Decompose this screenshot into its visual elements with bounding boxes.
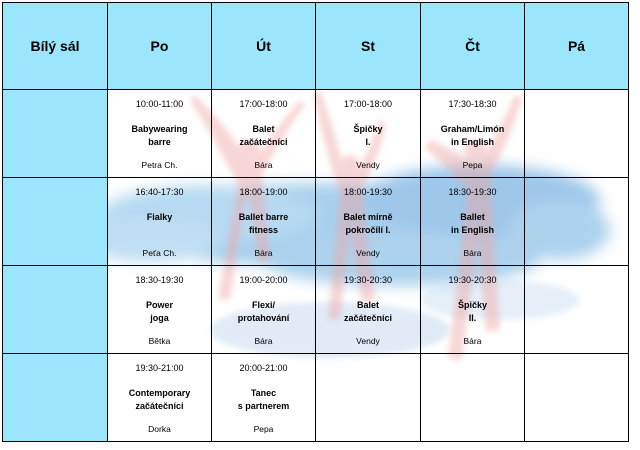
class-cell [108, 178, 212, 266]
class-time: 18:00-19:00 [239, 187, 288, 197]
day-header-wednesday: St [316, 3, 421, 90]
class-cell [212, 90, 316, 178]
class-cell [108, 90, 212, 178]
class-teacher: Vendy [356, 248, 380, 258]
day-header-monday: Po [108, 3, 212, 90]
class-teacher: Peťa Ch. [142, 248, 177, 258]
schedule-row-3 [3, 266, 629, 354]
header-row [3, 3, 629, 90]
class-cell [421, 178, 525, 266]
class-name: Balet začátečníci [343, 300, 393, 323]
class-time: 16:40-17:30 [135, 187, 184, 197]
class-time: 19:30-21:00 [135, 363, 184, 373]
class-teacher: Bára [463, 248, 482, 258]
class-cell [108, 266, 212, 354]
day-header-tuesday: Út [212, 3, 316, 90]
class-time: 19:00-20:00 [239, 275, 288, 285]
class-time: 18:00-19:30 [343, 187, 393, 197]
class-name: Fialky [146, 212, 173, 222]
day-header-friday: Pá [525, 3, 629, 90]
class-time: 10:00-11:00 [135, 99, 184, 109]
class-time: 19:30-20:30 [343, 275, 393, 285]
class-teacher: Bára [254, 160, 273, 170]
empty-cell [525, 178, 629, 266]
row-header-cell [3, 178, 108, 266]
class-cell [316, 266, 421, 354]
class-time: 18:30-19:30 [135, 275, 184, 285]
class-name: Balet začátečníci [239, 124, 288, 147]
empty-cell [525, 354, 629, 442]
class-teacher: Vendy [356, 160, 380, 170]
row-header-cell [3, 90, 108, 178]
empty-cell [316, 354, 421, 442]
schedule-row-2 [3, 178, 629, 266]
class-name: Ballet in English [450, 212, 494, 235]
room-name-header: Bílý sál [3, 3, 108, 90]
class-cell [421, 90, 525, 178]
class-name: Graham/Limón in English [440, 124, 505, 147]
class-cell [421, 266, 525, 354]
class-name: Ballet barre fitness [238, 212, 289, 235]
schedule-row-4 [3, 354, 629, 442]
class-cell [108, 354, 212, 442]
empty-cell [421, 354, 525, 442]
empty-cell [525, 90, 629, 178]
row-header-cell [3, 354, 108, 442]
class-name: Špičky II. [457, 300, 488, 323]
class-name: Power joga [145, 300, 173, 323]
class-time: 17:00-18:00 [343, 99, 393, 109]
class-cell [316, 178, 421, 266]
class-teacher: Pepa [462, 160, 483, 170]
class-teacher: Bára [463, 336, 482, 346]
class-teacher: Bára [254, 336, 273, 346]
class-name: Flexi/ protahování [237, 300, 290, 323]
schedule-table [2, 2, 629, 442]
class-teacher: Dorka [148, 424, 171, 434]
class-time: 17:00-18:00 [239, 99, 288, 109]
class-teacher: Vendy [356, 336, 380, 346]
empty-cell [525, 266, 629, 354]
class-cell [212, 266, 316, 354]
class-name: Balet mírně pokročilí I. [343, 212, 393, 235]
schedule-row-1 [3, 90, 629, 178]
class-teacher: Pepa [253, 424, 274, 434]
class-teacher: Bára [254, 248, 273, 258]
class-name: Babywearing barre [131, 124, 188, 147]
class-teacher: Petra Ch. [141, 160, 178, 170]
row-header-cell [3, 266, 108, 354]
class-name: Contemporary začátečníci [128, 388, 191, 411]
class-time: 18:30-19:30 [448, 187, 497, 197]
day-header-thursday: Čt [421, 3, 525, 90]
class-teacher: Bětka [148, 336, 171, 346]
class-time: 20:00-21:00 [239, 363, 288, 373]
class-name: Tanec s partnerem [237, 388, 290, 411]
class-time: 19:30-20:30 [448, 275, 497, 285]
class-time: 17:30-18:30 [448, 99, 497, 109]
class-name: Špičky I. [353, 124, 383, 147]
class-cell [316, 90, 421, 178]
class-cell [212, 178, 316, 266]
class-cell [212, 354, 316, 442]
